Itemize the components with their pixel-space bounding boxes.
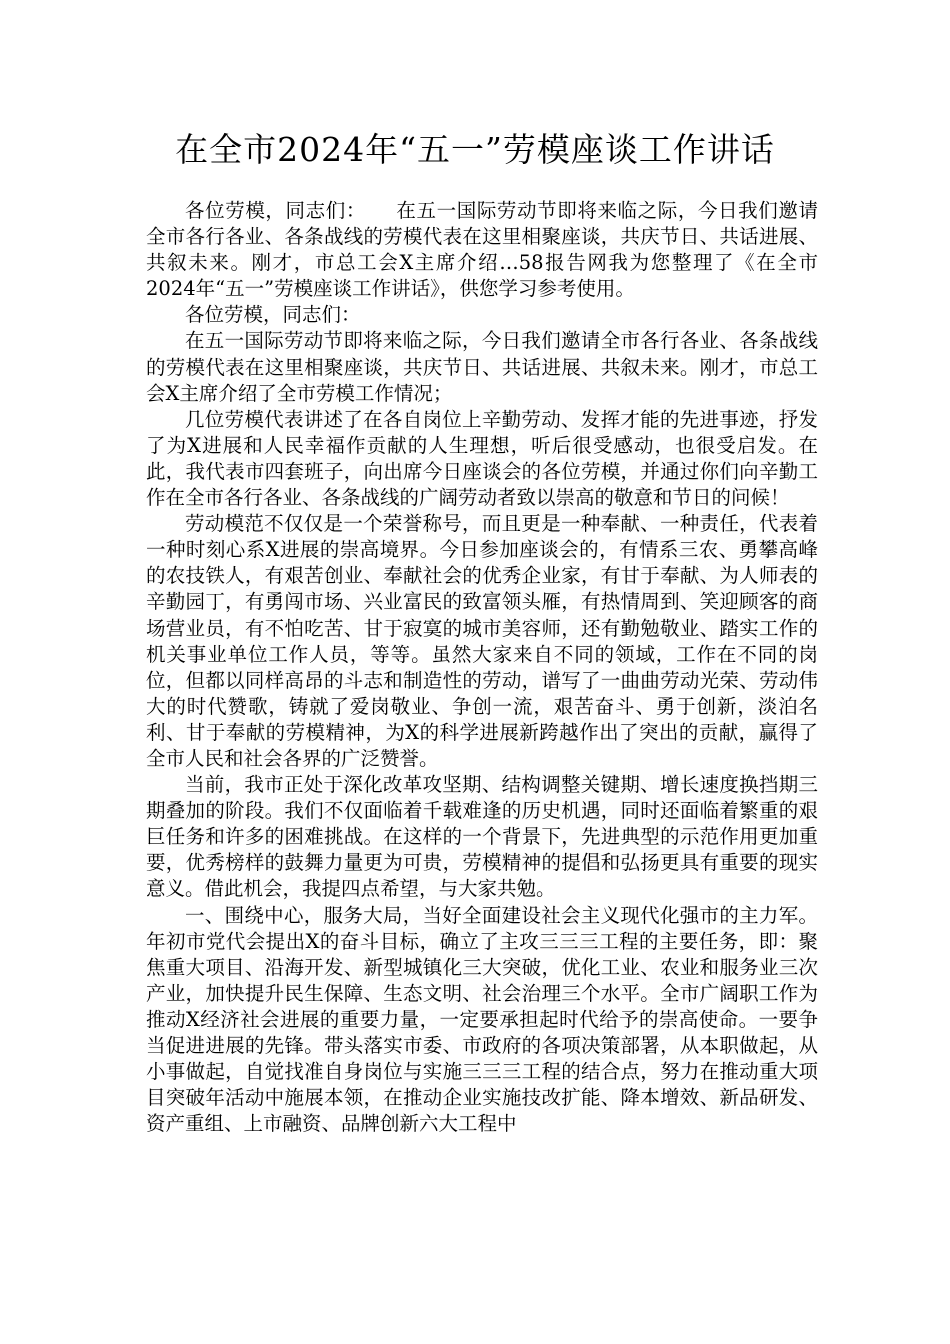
document-body xyxy=(146,198,818,1137)
paragraph-point-one: 一、围绕中心，服务大局，当好全面建设社会主义现代化强市的主力军。年初市党代会提出X的奋斗目标，确立了主攻三三三工程的主要任务，即：聚焦重大项目、沿海开发、新型城镇化三大突破，优化工业、农业和服务业三次产业，加快提升民生保障、生态文明、社会治理三个水平。全市广阔职工作为推动X经济社会进展的重要力量，一定要承担起时代给予的崇高使命。一要争当促进进展的先锋。带头落实市委、市政府的各项决策部署，从本职做起，从小事做起，自觉找准自身岗位与实施三三三工程的结合点，努力在推动重大项目突破年活动中施展本领，在推动企业实施技改扩能、降本增效、新品研发、资产重组、上市融资、品牌创新六大工程中 xyxy=(146,903,818,1136)
document-title: 在全市2024年“五一”劳模座谈工作讲话 xyxy=(175,130,775,169)
paragraph-current-situation: 当前，我市正处于深化改革攻坚期、结构调整关键期、增长速度换挡期三期叠加的阶段。我们不仅面临着千载难逢的历史机遇，同时还面临着繁重的艰巨任务和许多的困难挑战。在这样的一个背景下，先进典型的示范作用更加重要，优秀榜样的鼓舞力量更为可贵，劳模精神的提倡和弘扬更具有重要的现实意义。借此机会，我提四点希望，与大家共勉。 xyxy=(146,773,818,901)
paragraph-labor-models: 劳动模范不仅仅是一个荣誉称号，而且更是一种奉献、一种责任，代表着一种时刻心系X进展的崇高境界。今日参加座谈会的，有情系三农、勇攀高峰的农技铁人，有艰苦创业、奉献社会的优秀企业家，有甘于奉献、为人师表的辛勤园丁，有勇闯市场、兴业富民的致富领头雁，有热情周到、笑迎顾客的商场营业员，有不怕吃苦、甘于寂寞的城市美容师，还有勤勉敬业、踏实工作的机关事业单位工作人员，等等。虽然大家来自不同的领域，工作在不同的岗位，但都以同样高昂的斗志和制造性的劳动，谱写了一曲曲劳动光荣、劳动伟大的时代赞歌，铸就了爱岗敬业、争创一流，艰苦奋斗、勇于创新，淡泊名利、甘于奉献的劳模精神，为X的科学进展新跨越作出了突出的贡献，赢得了全市人民和社会各界的广泛赞誉。 xyxy=(146,512,818,770)
paragraph-opening: 在五一国际劳动节即将来临之际，今日我们邀请全市各行各业、各条战线的劳模代表在这里相聚座谈，共庆节日、共话进展、共叙未来。刚才，市总工会X主席介绍了全市劳模工作情况； xyxy=(146,329,818,405)
paragraph-thanks: 几位劳模代表讲述了在各自岗位上辛勤劳动、发挥才能的先进事迹，抒发了为X进展和人民幸福作贡献的人生理想，听后很受感动，也很受启发。在此，我代表市四套班子，向出席今日座谈会的各位劳模，并通过你们向辛勤工作在全市各行各业、各条战线的广阔劳动者致以崇高的敬意和节日的问候！ xyxy=(146,407,818,510)
paragraph-intro: 各位劳模，同志们： 在五一国际劳动节即将来临之际，今日我们邀请全市各行各业、各条战线的劳模代表在这里相聚座谈，共庆节日、共话进展、共叙未来。刚才，市总工会X主席介绍…58报告网我为您整理了《在全市2024年“五一”劳模座谈工作讲话》，供您学习参考使用。 xyxy=(146,199,818,301)
paragraph-salutation: 各位劳模，同志们： xyxy=(185,303,361,327)
